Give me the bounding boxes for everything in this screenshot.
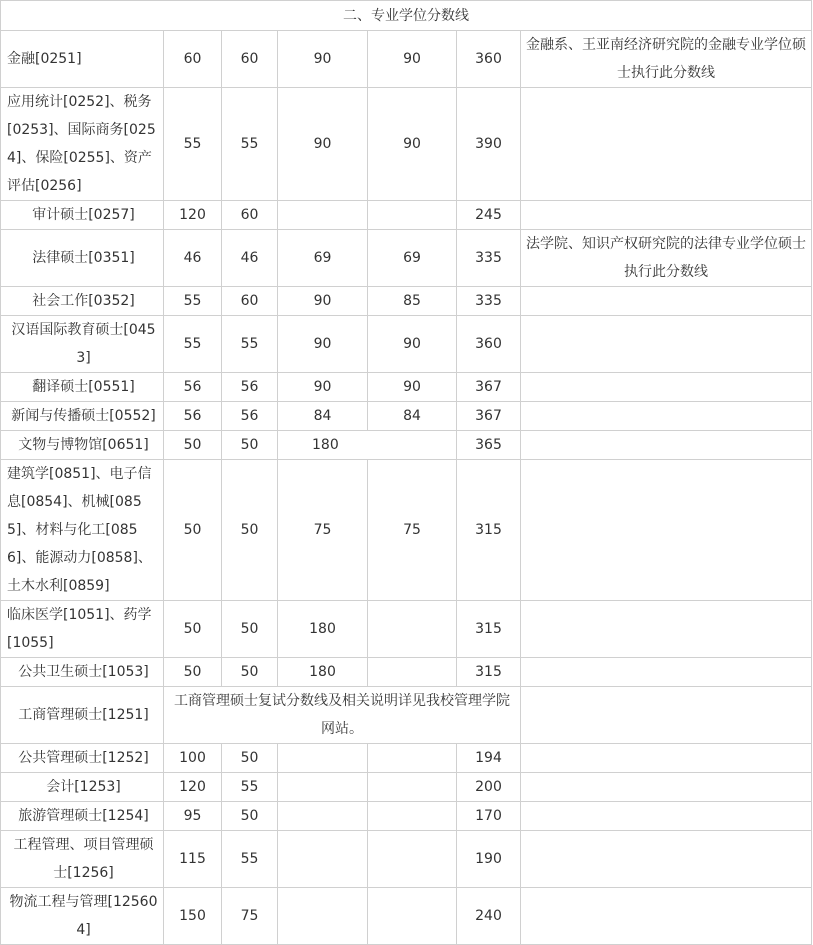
score-cell: 55 bbox=[222, 773, 278, 802]
score-cell: 50 bbox=[164, 601, 222, 658]
note-cell: 法学院、知识产权研究院的法律专业学位硕士执行此分数线 bbox=[521, 230, 812, 287]
score-cell: 46 bbox=[164, 230, 222, 287]
note-cell bbox=[521, 831, 812, 888]
score-cell: 55 bbox=[164, 88, 222, 201]
note-cell bbox=[521, 431, 812, 460]
score-cell: 90 bbox=[368, 373, 457, 402]
table-row-mba bbox=[1, 687, 812, 744]
major-name: 公共卫生硕士[1053] bbox=[1, 658, 164, 687]
total-score: 365 bbox=[457, 431, 521, 460]
total-score: 190 bbox=[457, 831, 521, 888]
score-cell bbox=[278, 201, 368, 230]
score-cell: 60 bbox=[222, 31, 278, 88]
score-cell bbox=[278, 744, 368, 773]
score-cell: 60 bbox=[222, 201, 278, 230]
score-cell: 50 bbox=[222, 601, 278, 658]
section-title: 二、专业学位分数线 bbox=[1, 1, 812, 31]
score-cell bbox=[368, 831, 457, 888]
score-cell: 120 bbox=[164, 201, 222, 230]
score-cell: 90 bbox=[278, 287, 368, 316]
score-cell: 50 bbox=[222, 744, 278, 773]
score-cell: 50 bbox=[222, 431, 278, 460]
score-cell bbox=[368, 601, 457, 658]
note-cell bbox=[521, 373, 812, 402]
table-row bbox=[1, 287, 812, 316]
total-score: 335 bbox=[457, 287, 521, 316]
score-cell: 90 bbox=[368, 31, 457, 88]
score-cell: 75 bbox=[278, 460, 368, 601]
note-cell bbox=[521, 687, 812, 744]
table-row bbox=[1, 888, 812, 945]
note-cell bbox=[521, 460, 812, 601]
score-cell-merged: 180 bbox=[278, 431, 457, 460]
major-name: 审计硕士[0257] bbox=[1, 201, 164, 230]
table-row bbox=[1, 802, 812, 831]
score-cell bbox=[278, 773, 368, 802]
note-cell bbox=[521, 402, 812, 431]
table-row bbox=[1, 460, 812, 601]
score-cell: 50 bbox=[222, 460, 278, 601]
total-score: 194 bbox=[457, 744, 521, 773]
score-cell: 56 bbox=[164, 373, 222, 402]
score-cell: 150 bbox=[164, 888, 222, 945]
major-name: 会计[1253] bbox=[1, 773, 164, 802]
score-cell: 90 bbox=[278, 88, 368, 201]
score-cell: 55 bbox=[164, 287, 222, 316]
table-row bbox=[1, 31, 812, 88]
note-cell bbox=[521, 201, 812, 230]
total-score: 367 bbox=[457, 373, 521, 402]
score-cell: 56 bbox=[222, 402, 278, 431]
section-title-row bbox=[1, 1, 812, 31]
score-cell: 90 bbox=[278, 373, 368, 402]
score-cell: 55 bbox=[222, 831, 278, 888]
score-cell: 75 bbox=[368, 460, 457, 601]
note-cell bbox=[521, 744, 812, 773]
score-cell: 60 bbox=[164, 31, 222, 88]
major-name: 公共管理硕士[1252] bbox=[1, 744, 164, 773]
score-cell bbox=[278, 802, 368, 831]
score-cell: 84 bbox=[278, 402, 368, 431]
score-cell: 100 bbox=[164, 744, 222, 773]
major-name: 法律硕士[0351] bbox=[1, 230, 164, 287]
total-score: 335 bbox=[457, 230, 521, 287]
score-cell: 50 bbox=[164, 460, 222, 601]
table-row bbox=[1, 316, 812, 373]
major-name: 应用统计[0252]、税务[0253]、国际商务[0254]、保险[0255]、资产评估[0256] bbox=[1, 88, 164, 201]
total-score: 360 bbox=[457, 31, 521, 88]
total-score: 315 bbox=[457, 460, 521, 601]
major-name: 工商管理硕士[1251] bbox=[1, 687, 164, 744]
score-cell: 95 bbox=[164, 802, 222, 831]
score-cell: 120 bbox=[164, 773, 222, 802]
score-cell bbox=[368, 201, 457, 230]
major-name: 建筑学[0851]、电子信息[0854]、机械[0855]、材料与化工[0856]、能源动力[0858]、土木水利[0859] bbox=[1, 460, 164, 601]
score-cell: 56 bbox=[164, 402, 222, 431]
note-cell bbox=[521, 802, 812, 831]
score-cell: 180 bbox=[278, 601, 368, 658]
score-cell: 55 bbox=[222, 316, 278, 373]
major-name: 新闻与传播硕士[0552] bbox=[1, 402, 164, 431]
mba-notice: 工商管理硕士复试分数线及相关说明详见我校管理学院网站。 bbox=[164, 687, 521, 744]
note-cell bbox=[521, 888, 812, 945]
score-cell: 85 bbox=[368, 287, 457, 316]
score-cell: 90 bbox=[368, 316, 457, 373]
score-cell bbox=[278, 831, 368, 888]
total-score: 200 bbox=[457, 773, 521, 802]
score-cell: 90 bbox=[278, 316, 368, 373]
score-cell: 55 bbox=[164, 316, 222, 373]
table-row bbox=[1, 431, 812, 460]
table-row bbox=[1, 230, 812, 287]
major-name: 翻译硕士[0551] bbox=[1, 373, 164, 402]
score-cell bbox=[278, 888, 368, 945]
score-cell: 50 bbox=[164, 658, 222, 687]
score-cell: 50 bbox=[222, 802, 278, 831]
score-cell: 56 bbox=[222, 373, 278, 402]
major-name: 临床医学[1051]、药学[1055] bbox=[1, 601, 164, 658]
score-cell: 180 bbox=[278, 658, 368, 687]
major-name: 文物与博物馆[0651] bbox=[1, 431, 164, 460]
score-cell: 90 bbox=[278, 31, 368, 88]
total-score: 245 bbox=[457, 201, 521, 230]
table-row bbox=[1, 373, 812, 402]
total-score: 367 bbox=[457, 402, 521, 431]
score-cell bbox=[368, 888, 457, 945]
score-cell bbox=[368, 802, 457, 831]
table-row bbox=[1, 402, 812, 431]
score-cell: 115 bbox=[164, 831, 222, 888]
total-score: 315 bbox=[457, 601, 521, 658]
table-row bbox=[1, 744, 812, 773]
note-cell bbox=[521, 601, 812, 658]
total-score: 315 bbox=[457, 658, 521, 687]
major-name: 物流工程与管理[125604] bbox=[1, 888, 164, 945]
note-cell bbox=[521, 287, 812, 316]
score-cell: 46 bbox=[222, 230, 278, 287]
score-cell bbox=[368, 773, 457, 802]
score-cell: 50 bbox=[164, 431, 222, 460]
score-cell: 60 bbox=[222, 287, 278, 316]
major-name: 汉语国际教育硕士[0453] bbox=[1, 316, 164, 373]
major-name: 工程管理、项目管理硕士[1256] bbox=[1, 831, 164, 888]
score-cell: 55 bbox=[222, 88, 278, 201]
major-name: 社会工作[0352] bbox=[1, 287, 164, 316]
total-score: 360 bbox=[457, 316, 521, 373]
total-score: 170 bbox=[457, 802, 521, 831]
total-score: 240 bbox=[457, 888, 521, 945]
total-score: 390 bbox=[457, 88, 521, 201]
note-cell bbox=[521, 773, 812, 802]
table-row bbox=[1, 773, 812, 802]
score-cell bbox=[368, 658, 457, 687]
score-cell: 69 bbox=[368, 230, 457, 287]
table-row bbox=[1, 658, 812, 687]
note-cell bbox=[521, 316, 812, 373]
note-cell bbox=[521, 658, 812, 687]
major-name: 金融[0251] bbox=[1, 31, 164, 88]
table-row bbox=[1, 601, 812, 658]
score-cell: 69 bbox=[278, 230, 368, 287]
table-row bbox=[1, 831, 812, 888]
note-cell: 金融系、王亚南经济研究院的金融专业学位硕士执行此分数线 bbox=[521, 31, 812, 88]
table-row bbox=[1, 201, 812, 230]
major-name: 旅游管理硕士[1254] bbox=[1, 802, 164, 831]
score-cell: 50 bbox=[222, 658, 278, 687]
score-cell bbox=[368, 744, 457, 773]
score-cell: 75 bbox=[222, 888, 278, 945]
table-row bbox=[1, 88, 812, 201]
score-cell: 90 bbox=[368, 88, 457, 201]
score-cell: 84 bbox=[368, 402, 457, 431]
note-cell bbox=[521, 88, 812, 201]
